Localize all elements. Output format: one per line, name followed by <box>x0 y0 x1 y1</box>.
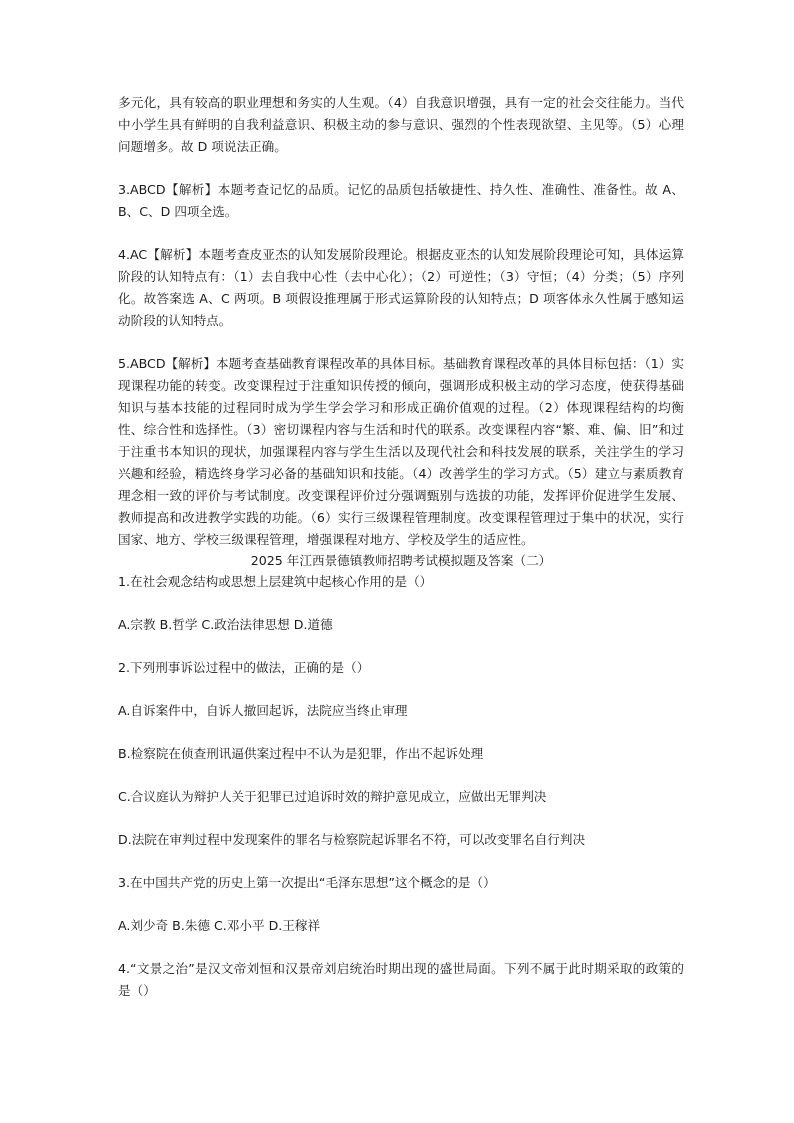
question-2-option-b: B.检察院在侦查刑讯逼供案过程中不认为是犯罪，作出不起诉处理 <box>118 746 484 761</box>
paragraph-answer-3: 3.ABCD【解析】本题考查记忆的品质。记忆的品质包括敏捷性、持久性、准确性、准备性。故 A、B、C、D 四项全选。 <box>118 182 684 219</box>
question-2: 2.下列刑事诉讼过程中的做法，正确的是（） <box>118 660 370 675</box>
question-2-option-c: C.合议庭认为辩护人关于犯罪已过追诉时效的辩护意见成立，应做出无罪判决 <box>118 789 547 804</box>
paragraph-answer-4: 4.AC【解析】本题考查皮亚杰的认知发展阶段理论。根据皮亚杰的认知发展阶段理论可知，具体运算阶段的认知特点有：（1）去自我中心性（去中心化）；（2）可逆性；（3）守恒；（4）分类；（5）序列化。故答案选 A、C 两项。B 项假设推理属于形式运算阶段的认知特点；D 项客体永久性属于感知运动阶段的认知特点。 <box>118 247 684 328</box>
paragraph-answer-5: 5.ABCD【解析】本题考查基础教育课程改革的具体目标。基础教育课程改革的具体目标包括：（1）实现课程功能的转变。改变课程过于注重知识传授的倾向，强调形成积极主动的学习态度，使获得基础知识与基本技能的过程同时成为学生学会学习和形成正确价值观的过程。（2）体现课程结构的均衡性、综合性和选择性。（3）密切课程内容与生活和时代的联系。改变课程内容“繁、难、偏、旧”和过于注重书本知识的现状，加强课程内容与学生生活以及现代社会和科技发展的联系，关注学生的学习兴趣和经验，精选终身学习必备的基础知识和技能。（4）改善学生的学习方式。（5）建立与素质教育理念相一致的评价与考试制度。改变课程评价过分强调甄别与选拔的功能，发挥评价促进学生发展、教师提高和改进教学实践的功能。（6）实行三级课程管理制度。改变课程管理过于集中的状况，实行国家、地方、学校三级课程管理，增强课程对地方、学校及学生的适应性。 <box>118 356 684 547</box>
question-3: 3.在中国共产党的历史上第一次提出“毛泽东思想”这个概念的是（） <box>118 875 496 890</box>
question-4: 4.“文景之治”是汉文帝刘恒和汉景帝刘启统治时期出现的盛世局面。下列不属于此时期采取的政策的是（） <box>118 961 684 998</box>
question-1-options: A.宗教 B.哲学 C.政治法律思想 D.道德 <box>118 617 333 632</box>
question-3-options: A.刘少奇 B.朱德 C.邓小平 D.王稼祥 <box>118 918 321 933</box>
document-body <box>118 92 684 1002</box>
question-2-option-a: A.自诉案件中，自诉人撤回起诉，法院应当终止审理 <box>118 703 408 718</box>
question-2-option-d: D.法院在审判过程中发现案件的罪名与检察院起诉罪名不符，可以改变罪名自行判决 <box>118 832 586 847</box>
section-title: 2025 年江西景德镇教师招聘考试模拟题及答案（二） <box>250 553 552 568</box>
question-1: 1.在社会观念结构或思想上层建筑中起核心作用的是（） <box>118 574 433 589</box>
paragraph-answer-2-continued: 多元化，具有较高的职业理想和务实的人生观。（4）自我意识增强，具有一定的社会交往能力。当代中小学生具有鲜明的自我利益意识、积极主动的参与意识、强烈的个性表现欲望、主见等。（5）心理问题增多。故 D 项说法正确。 <box>118 95 684 154</box>
